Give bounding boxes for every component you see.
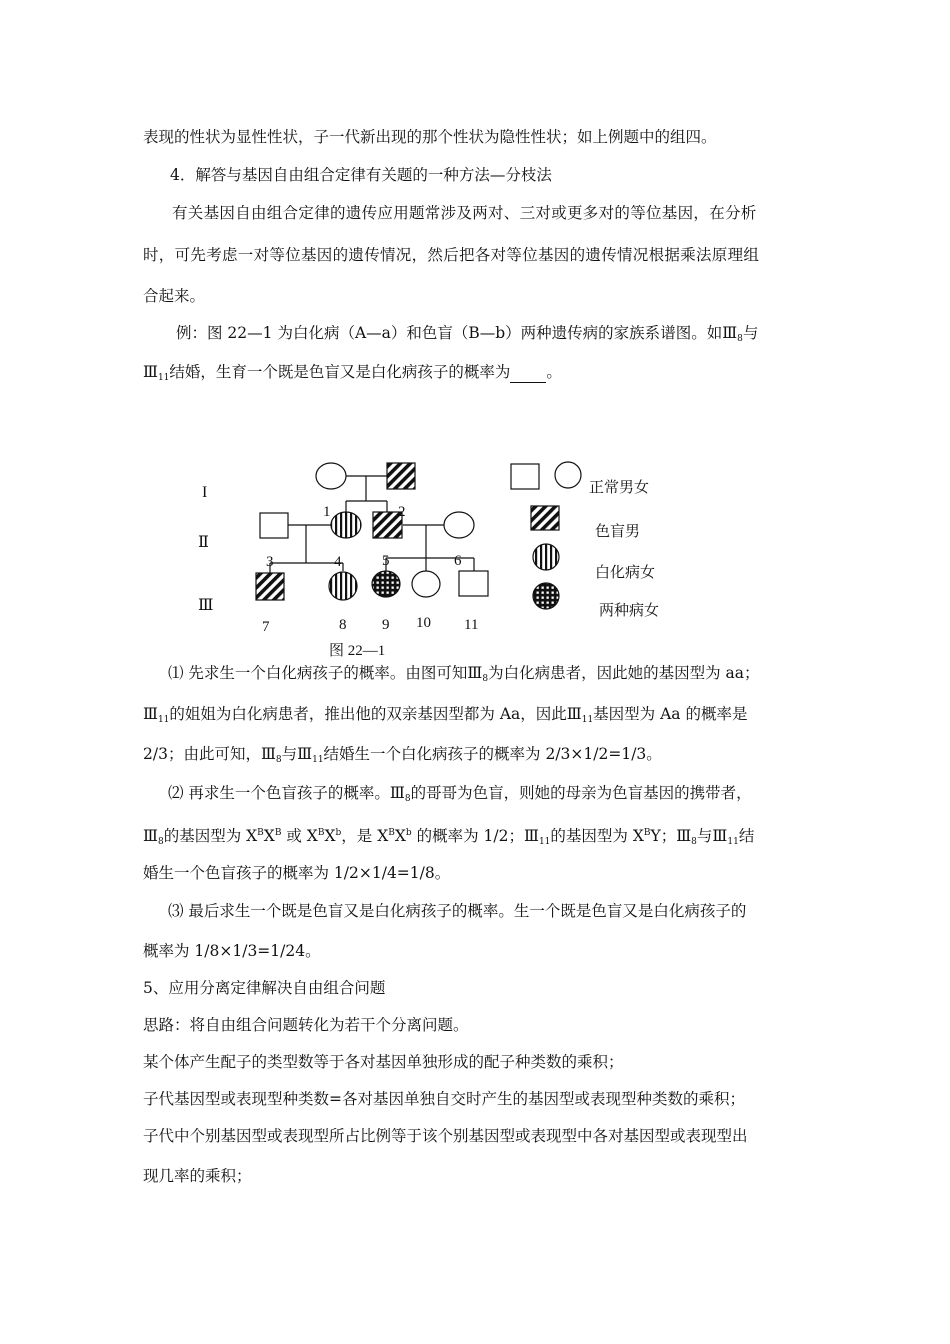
individual-iii9-both-diseases-female xyxy=(372,571,400,597)
superscript: b xyxy=(335,828,342,838)
subscript: 11 xyxy=(157,373,170,383)
subscript: 8 xyxy=(404,794,411,804)
individual-number: 3 xyxy=(266,554,274,570)
superscript: B xyxy=(317,828,325,838)
legend-normal-female-symbol xyxy=(555,462,581,488)
text-line: 合起来。 xyxy=(143,287,206,305)
text-line: 思路：将自由组合问题转化为若干个分离问题。 xyxy=(143,1016,469,1034)
individual-iii10-normal-female xyxy=(412,571,440,597)
text: Ⅲ xyxy=(143,705,158,723)
text: X xyxy=(394,827,406,845)
superscript: b xyxy=(405,828,412,838)
solution-line: ⑶ 最后求生一个既是色盲又是白化病孩子的概率。生一个既是色盲又是白化病孩子的 xyxy=(168,902,747,920)
example-line xyxy=(143,362,562,388)
text: X xyxy=(324,827,336,845)
individual-iii7-colorblind-male xyxy=(256,573,284,600)
subscript: 8 xyxy=(157,837,164,847)
legend-label-albino-female: 白化病女 xyxy=(595,565,656,581)
solution-line xyxy=(143,704,747,730)
example-line xyxy=(176,323,758,349)
solution-line: 婚生一个色盲孩子的概率为 1/2×1/4=1/8。 xyxy=(143,864,451,882)
text: Y；Ⅲ xyxy=(650,827,692,845)
generation-label: Ⅲ xyxy=(198,597,214,614)
individual-iii8-albino-female xyxy=(329,572,357,600)
superscript: B xyxy=(388,828,395,838)
text-line: 时，可先考虑一对等位基因的遗传情况，然后把各对等位基因的遗传情况根据乘法原理组 xyxy=(143,246,760,264)
legend-label-colorblind-male: 色盲男 xyxy=(595,524,641,540)
section-heading-4: 4．解答与基因自由组合定律有关题的一种方法—分枝法 xyxy=(170,166,552,184)
legend-label-both-female: 两种病女 xyxy=(599,603,660,619)
superscript: B xyxy=(274,828,282,838)
text: 结 xyxy=(738,827,755,845)
text-line: 现几率的乘积； xyxy=(143,1167,252,1185)
text: ⑵ 再求生一个色盲孩子的概率。Ⅲ xyxy=(168,784,405,802)
text: 的哥哥为色盲，则她的母亲为色盲基因的携带者， xyxy=(410,784,752,802)
text: 的基因型为 X xyxy=(550,827,644,845)
text: 为白化病患者，因此她的基因型为 aa； xyxy=(488,664,760,682)
superscript: B xyxy=(643,828,651,838)
solution-line xyxy=(168,783,752,809)
text: 基因型为 Aa 的概率是 xyxy=(593,705,748,723)
individual-number: 9 xyxy=(382,617,390,633)
individual-iii11-normal-male xyxy=(459,571,488,596)
text: 结婚生一个白化病孩子的概率为 2/3×1/2=1/3。 xyxy=(323,745,662,763)
figure-caption: 图 22—1 xyxy=(329,643,386,659)
individual-number: 1 xyxy=(323,504,331,520)
individual-number: 4 xyxy=(334,554,342,570)
legend-normal-male-symbol xyxy=(511,464,539,489)
text-line: 子代基因型或表现型种类数=各对基因单独自交时产生的基因型或表现型种类数的乘积； xyxy=(143,1090,745,1108)
solution-line: 概率为 1/8×1/3=1/24。 xyxy=(143,942,321,960)
text: 与Ⅲ xyxy=(281,745,313,763)
generation-label: I xyxy=(202,484,208,501)
individual-i1-normal-female xyxy=(316,463,346,489)
individual-number: 11 xyxy=(464,617,479,633)
subscript: 8 xyxy=(482,674,489,684)
text: Ⅲ xyxy=(143,827,158,845)
subscript: 11 xyxy=(581,715,594,725)
text: Ⅲ xyxy=(143,363,158,381)
individual-ii3-normal-male xyxy=(260,513,288,538)
text: 的姐姐为白化病患者，推出他的双亲基因型都为 Aa，因此Ⅲ xyxy=(169,705,582,723)
text: 或 X xyxy=(281,827,318,845)
text: 的概率为 1/2；Ⅲ xyxy=(411,827,539,845)
individual-number: 6 xyxy=(454,553,462,569)
individual-number: 7 xyxy=(262,619,270,635)
text: 结婚，生育一个既是色盲又是白化病孩子的概率为 xyxy=(169,363,511,381)
individual-number: 5 xyxy=(382,553,390,569)
individual-number: 10 xyxy=(416,615,431,631)
legend-colorblind-male-symbol xyxy=(531,506,559,530)
individual-number: 8 xyxy=(339,617,347,633)
solution-line xyxy=(168,663,760,689)
text: 2/3；由此可知，Ⅲ xyxy=(143,745,276,763)
text: 的基因型为 X xyxy=(163,827,258,845)
legend-both-female-symbol xyxy=(533,583,559,609)
subscript: 11 xyxy=(157,715,170,725)
generation-label: Ⅱ xyxy=(198,534,209,551)
text: X xyxy=(263,827,275,845)
text: 。 xyxy=(546,363,562,381)
text-line: 子代中个别基因型或表现型所占比例等于该个别基因型或表现型中各对基因型或表现型出 xyxy=(143,1127,748,1145)
text: ，是 X xyxy=(341,827,389,845)
text: 例：图 22—1 为白化病（A—a）和色盲（B—b）两种遗传病的家族系谱图。如Ⅲ xyxy=(176,324,738,342)
pedigree-lines xyxy=(270,476,474,573)
subscript: 11 xyxy=(312,755,324,765)
subscript: 8 xyxy=(275,755,282,765)
text-line: 有关基因自由组合定律的遗传应用题常涉及两对、三对或更多对的等位基因，在分析 xyxy=(172,204,757,222)
individual-number: 2 xyxy=(398,504,406,520)
solution-line xyxy=(143,744,662,770)
text: ⑴ 先求生一个白化病孩子的概率。由图可知Ⅲ xyxy=(168,664,483,682)
subscript: 8 xyxy=(737,334,743,344)
answer-blank xyxy=(510,362,546,383)
text-line: 表现的性状为显性性状，子一代新出现的那个性状为隐性性状；如上例题中的组四。 xyxy=(143,128,717,146)
subscript: 11 xyxy=(538,837,551,847)
subscript: 11 xyxy=(727,837,739,847)
solution-line xyxy=(143,823,754,852)
legend-albino-female-symbol xyxy=(533,544,559,570)
individual-ii4-albino-female xyxy=(331,512,361,538)
superscript: B xyxy=(257,828,264,838)
text-line: 某个体产生配子的类型数等于各对基因单独形成的配子种类数的乘积； xyxy=(143,1053,624,1071)
subscript: 8 xyxy=(691,837,697,847)
pedigree-figure xyxy=(180,450,700,665)
text: 与 xyxy=(742,324,759,342)
individual-ii6-normal-female xyxy=(444,512,474,538)
section-heading-5: 5、应用分离定律解决自由组合问题 xyxy=(143,979,386,997)
legend-label-normal: 正常男女 xyxy=(589,480,650,496)
individual-i2-colorblind-male xyxy=(387,463,415,489)
text: 与Ⅲ xyxy=(696,827,728,845)
